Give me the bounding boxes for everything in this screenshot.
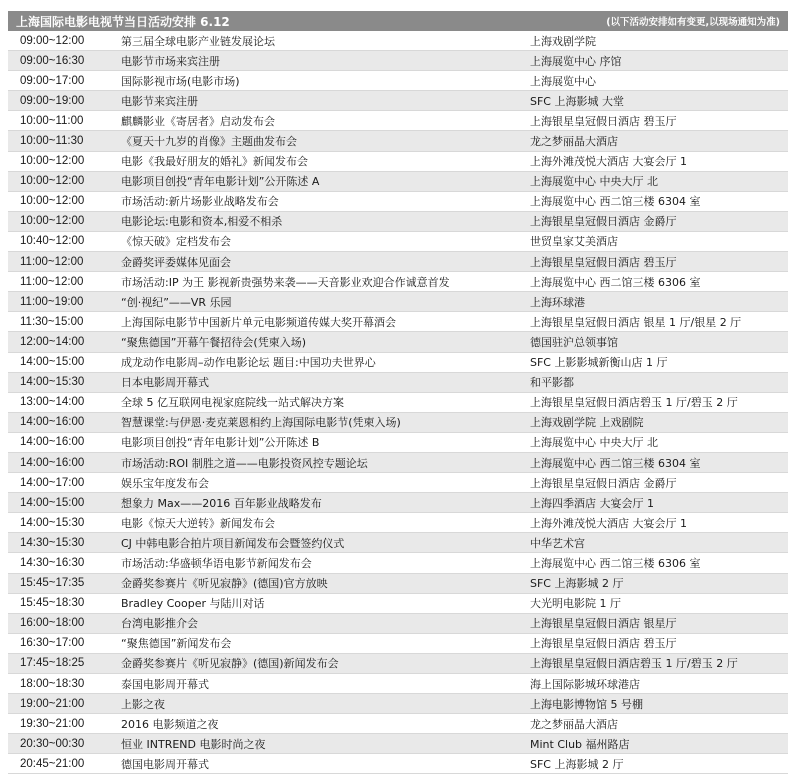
row-time: 09:00~12:00	[20, 34, 85, 47]
row-event: 全球 5 亿互联网电视家庭院线一站式解决方案	[121, 396, 344, 410]
row-event: 《夏天十九岁的肖像》主题曲发布会	[121, 135, 297, 149]
schedule-row	[8, 513, 788, 533]
row-venue: 龙之梦丽晶大酒店	[530, 717, 618, 731]
schedule-row	[8, 553, 788, 573]
schedule-row	[8, 212, 788, 232]
schedule-row	[8, 453, 788, 473]
schedule-row	[8, 353, 788, 373]
row-time: 09:00~16:30	[20, 54, 85, 67]
row-event: 市场活动:ROI 制胜之道——电影投资风控专题论坛	[121, 456, 368, 470]
row-time: 18:00~18:30	[20, 677, 85, 690]
row-venue: Mint Club 福州路店	[530, 737, 630, 751]
row-time: 11:30~15:00	[20, 315, 84, 328]
row-event: 成龙动作电影周–动作电影论坛 题目:中国功夫世界心	[121, 356, 376, 370]
schedule-row	[8, 31, 788, 51]
row-time: 15:45~17:35	[20, 577, 85, 590]
row-venue: 上海展览中心 西二馆三楼 6304 室	[530, 456, 701, 470]
row-time: 14:30~15:30	[20, 536, 85, 549]
schedule-row	[8, 574, 788, 594]
row-venue: SFC 上影影城新衡山店 1 厅	[530, 356, 668, 370]
schedule-row	[8, 71, 788, 91]
row-event: 麒麟影业《寄居者》启动发布会	[121, 114, 275, 128]
schedule-row	[8, 634, 788, 654]
row-venue: 海上国际影城环球港店	[530, 677, 640, 691]
row-time: 09:00~19:00	[20, 94, 85, 107]
schedule-row	[8, 614, 788, 634]
row-time: 11:00~12:00	[20, 275, 84, 288]
row-time: 19:30~21:00	[20, 717, 85, 730]
row-time: 14:30~16:30	[20, 556, 85, 569]
schedule-row	[8, 654, 788, 674]
schedule-row	[8, 714, 788, 734]
row-event: 第三届全球电影产业链发展论坛	[121, 34, 275, 48]
row-venue: 上海外滩茂悦大酒店 大宴会厅 1	[530, 155, 687, 169]
row-venue: 上海银星皇冠假日酒店 银星 1 厅/银星 2 厅	[530, 315, 742, 329]
row-venue: 上海银星皇冠假日酒店 银星厅	[530, 617, 677, 631]
row-event: 想象力 Max——2016 百年影业战略发布	[121, 496, 322, 510]
row-venue: 上海环球港	[530, 295, 585, 309]
row-event: CJ 中韩电影合拍片项目新闻发布会暨签约仪式	[121, 536, 345, 550]
row-time: 17:45~18:25	[20, 657, 85, 670]
row-event: 上海国际电影节中国新片单元电影频道传媒大奖开幕酒会	[121, 315, 396, 329]
row-time: 11:00~12:00	[20, 255, 84, 268]
row-time: 14:00~17:00	[20, 476, 85, 489]
schedule-row	[8, 433, 788, 453]
row-event: 泰国电影周开幕式	[121, 677, 209, 691]
row-venue: 上海展览中心	[530, 74, 596, 88]
row-event: 市场活动:新片场影业战略发布会	[121, 195, 279, 209]
row-venue: 上海外滩茂悦大酒店 大宴会厅 1	[530, 516, 687, 530]
schedule-row	[8, 172, 788, 192]
row-venue: 上海展览中心 序馆	[530, 54, 622, 68]
row-venue: SFC 上海影城 2 厅	[530, 577, 624, 591]
row-event: 电影《惊天大逆转》新闻发布会	[121, 516, 275, 530]
row-event: 金爵奖评委媒体见面会	[121, 255, 231, 269]
schedule-row	[8, 131, 788, 151]
row-event: “创·视纪”——VR 乐园	[121, 295, 232, 309]
row-venue: 上海展览中心 中央大厅 北	[530, 436, 658, 450]
row-venue: 上海展览中心 西二馆三楼 6304 室	[530, 195, 701, 209]
row-venue: SFC 上海影城 2 厅	[530, 757, 624, 771]
schedule-row	[8, 473, 788, 493]
row-venue: 上海银星皇冠假日酒店 金爵厅	[530, 476, 677, 490]
schedule-header	[8, 11, 788, 31]
row-venue: 上海展览中心 西二馆三楼 6306 室	[530, 275, 701, 289]
row-time: 15:45~18:30	[20, 597, 85, 610]
row-venue: 龙之梦丽晶大酒店	[530, 135, 618, 149]
schedule-row	[8, 252, 788, 272]
row-event: 电影项目创投“青年电影计划”公开陈述 B	[121, 436, 320, 450]
row-event: 2016 电影频道之夜	[121, 717, 219, 731]
schedule-row	[8, 232, 788, 252]
row-time: 14:00~16:00	[20, 456, 85, 469]
schedule-row	[8, 51, 788, 71]
row-event: 金爵奖参赛片《听见寂静》(德国)新闻发布会	[121, 657, 339, 671]
row-time: 20:30~00:30	[20, 737, 85, 750]
schedule-row	[8, 754, 788, 774]
row-time: 19:00~21:00	[20, 697, 85, 710]
row-time: 14:00~16:00	[20, 436, 85, 449]
schedule-row	[8, 111, 788, 131]
schedule-row	[8, 674, 788, 694]
row-time: 10:00~12:00	[20, 215, 85, 228]
row-time: 14:00~15:30	[20, 376, 85, 389]
row-event: 娱乐宝年度发布会	[121, 476, 209, 490]
schedule-row	[8, 91, 788, 111]
row-event: 德国电影周开幕式	[121, 757, 209, 771]
row-time: 14:00~15:00	[20, 356, 85, 369]
schedule-row	[8, 152, 788, 172]
schedule-row	[8, 312, 788, 332]
schedule-row	[8, 594, 788, 614]
row-event: 市场活动:华盛顿华语电影节新闻发布会	[121, 556, 312, 570]
row-event: 恒业 INTREND 电影时尚之夜	[121, 737, 266, 751]
row-time: 10:40~12:00	[20, 235, 85, 248]
row-event: 《惊天破》定档发布会	[121, 235, 231, 249]
row-time: 10:00~12:00	[20, 175, 85, 188]
schedule-row	[8, 413, 788, 433]
row-event: 市场活动:IP 为王 影视新贵强势来袭——天音影业欢迎合作诚意首发	[121, 275, 450, 289]
row-venue: 德国驻沪总领事馆	[530, 335, 618, 349]
row-time: 10:00~11:00	[20, 114, 84, 127]
schedule-row	[8, 734, 788, 754]
row-venue: 上海四季酒店 大宴会厅 1	[530, 496, 654, 510]
row-venue: 上海银星皇冠假日酒店 碧玉厅	[530, 255, 677, 269]
row-time: 16:00~18:00	[20, 617, 85, 630]
row-event: 上影之夜	[121, 697, 165, 711]
row-time: 14:00~15:30	[20, 516, 85, 529]
row-event: 智慧课堂:与伊恩·麦克莱恩相约上海国际电影节(凭柬入场)	[121, 416, 401, 430]
row-venue: 世贸皇家艾美酒店	[530, 235, 618, 249]
row-event: 台湾电影推介会	[121, 617, 198, 631]
row-time: 14:00~16:00	[20, 416, 85, 429]
schedule-title: 上海国际电影电视节当日活动安排 6.12	[16, 14, 230, 29]
row-event: 电影项目创投“青年电影计划”公开陈述 A	[121, 175, 320, 189]
schedule-row	[8, 373, 788, 393]
row-event: Bradley Cooper 与陆川对话	[121, 597, 265, 611]
row-venue: 和平影都	[530, 376, 574, 390]
row-time: 10:00~12:00	[20, 195, 85, 208]
schedule-sheet	[8, 11, 788, 774]
row-event: 电影节市场来宾注册	[121, 54, 220, 68]
row-time: 16:30~17:00	[20, 637, 85, 650]
row-venue: 中华艺术宫	[530, 536, 585, 550]
row-venue: 上海银星皇冠假日酒店 金爵厅	[530, 215, 677, 229]
row-time: 20:45~21:00	[20, 757, 85, 770]
row-time: 14:00~15:00	[20, 496, 85, 509]
row-venue: 上海银星皇冠假日酒店 碧玉厅	[530, 637, 677, 651]
row-venue: 大光明电影院 1 厅	[530, 597, 621, 611]
row-event: 金爵奖参赛片《听见寂静》(德国)官方放映	[121, 577, 328, 591]
row-event: “聚焦德国”开幕午餐招待会(凭柬入场)	[121, 335, 306, 349]
row-time: 12:00~14:00	[20, 335, 85, 348]
row-time: 10:00~11:30	[20, 135, 84, 148]
schedule-row	[8, 192, 788, 212]
row-venue: 上海电影博物馆 5 号棚	[530, 697, 643, 711]
row-event: 国际影视市场(电影市场)	[121, 74, 240, 88]
schedule-row	[8, 393, 788, 413]
schedule-row	[8, 533, 788, 553]
row-venue: 上海银星皇冠假日酒店 碧玉厅	[530, 114, 677, 128]
row-time: 13:00~14:00	[20, 396, 85, 409]
schedule-row	[8, 694, 788, 714]
schedule-row	[8, 272, 788, 292]
row-event: 日本电影周开幕式	[121, 376, 209, 390]
row-venue: 上海戏剧学院 上戏剧院	[530, 416, 644, 430]
schedule-note: (以下活动安排如有变更,以现场通知为准)	[606, 17, 780, 28]
row-time: 10:00~12:00	[20, 155, 85, 168]
schedule-row	[8, 493, 788, 513]
row-venue: 上海银星皇冠假日酒店碧玉 1 厅/碧玉 2 厅	[530, 396, 738, 410]
schedule-rows	[8, 31, 788, 774]
row-event: 电影《我最好朋友的婚礼》新闻发布会	[121, 155, 308, 169]
row-event: “聚焦德国”新闻发布会	[121, 637, 232, 651]
row-event: 电影论坛:电影和资本,相爱不相杀	[121, 215, 283, 229]
row-time: 09:00~17:00	[20, 74, 85, 87]
row-time: 11:00~19:00	[20, 295, 84, 308]
schedule-row	[8, 292, 788, 312]
row-venue: 上海展览中心 中央大厅 北	[530, 175, 658, 189]
row-venue: 上海银星皇冠假日酒店碧玉 1 厅/碧玉 2 厅	[530, 657, 738, 671]
row-venue: 上海展览中心 西二馆三楼 6306 室	[530, 556, 701, 570]
schedule-row	[8, 332, 788, 352]
row-venue: 上海戏剧学院	[530, 34, 596, 48]
row-venue: SFC 上海影城 大堂	[530, 94, 624, 108]
row-event: 电影节来宾注册	[121, 94, 198, 108]
